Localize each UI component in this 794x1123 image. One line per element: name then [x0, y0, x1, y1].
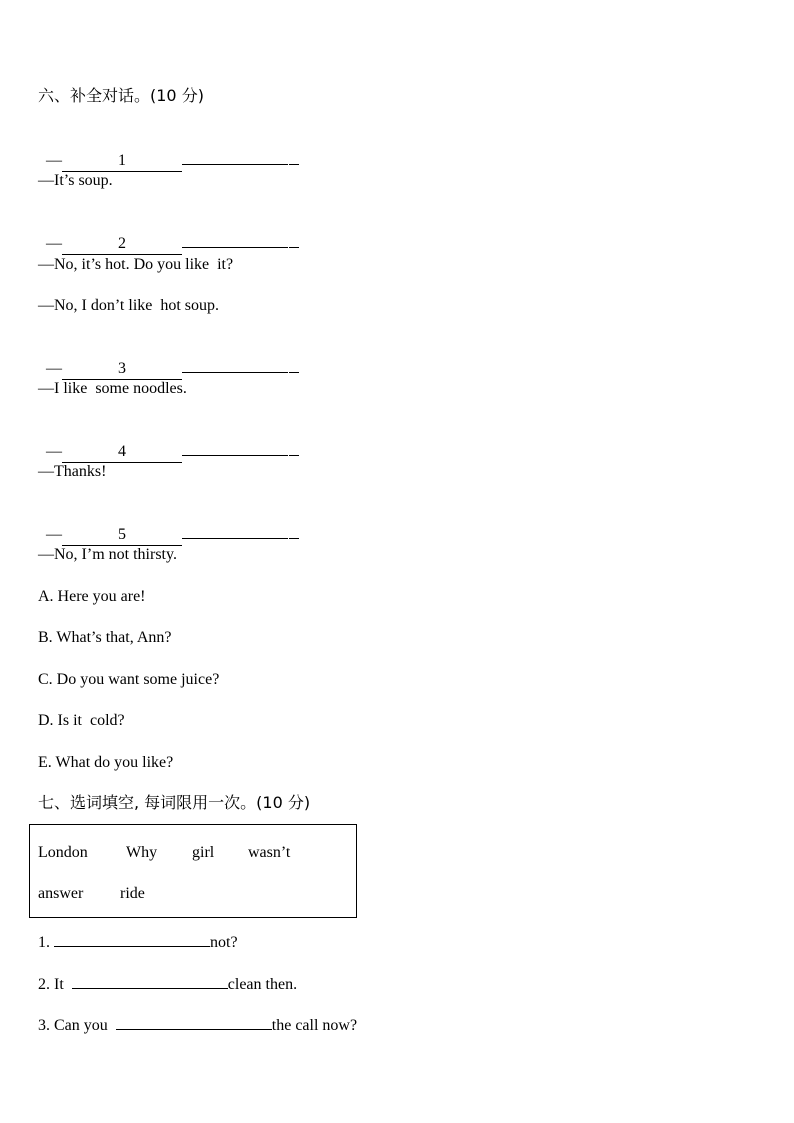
blank-line	[182, 358, 288, 373]
dialogue-line-9	[38, 462, 106, 482]
dialogue-dash: —	[38, 463, 54, 480]
blank-number-3[interactable]: 3	[62, 359, 182, 380]
dialogue-text: No, I don’t like hot soup.	[54, 297, 220, 314]
dialogue-text: Thanks!	[54, 463, 107, 480]
dialogue-line-3	[38, 213, 299, 255]
question-3-suffix: the call now?	[271, 1017, 358, 1034]
dialogue-line-10	[38, 504, 299, 546]
answer-blank-1[interactable]	[54, 932, 210, 947]
option-a: A. Here you are!	[38, 588, 146, 605]
option-b: B. What’s that, Ann?	[38, 629, 172, 646]
blank-number-1[interactable]: 1	[62, 151, 182, 172]
dialogue-dash: —	[38, 380, 54, 397]
blank-tail	[289, 164, 299, 165]
question-2-prefix: 2. It	[38, 976, 72, 993]
word-girl: girl	[192, 844, 215, 861]
dialogue-line-8	[38, 421, 299, 463]
blank-line	[182, 441, 288, 456]
dialogue-line-6	[38, 338, 299, 380]
option-d: D. Is it cold?	[38, 712, 125, 729]
question-2	[38, 974, 297, 995]
question-1-suffix: not?	[210, 934, 238, 951]
dialogue-dash: —	[46, 526, 62, 543]
word-answer: answer	[38, 885, 84, 902]
word-ride: ride	[120, 885, 145, 902]
dialogue-line-2	[38, 171, 113, 191]
dialogue-text: No, it’s hot. Do you like it?	[54, 256, 234, 273]
word-why: Why	[126, 844, 158, 861]
dialogue-dash: —	[46, 443, 62, 460]
dialogue-dash: —	[38, 256, 54, 273]
option-c: C. Do you want some juice?	[38, 671, 220, 688]
blank-tail	[289, 372, 299, 373]
blank-number-2[interactable]: 2	[62, 234, 182, 255]
dialogue-dash: —	[46, 235, 62, 252]
dialogue-dash: —	[38, 297, 54, 314]
dialogue-line-7	[38, 379, 187, 399]
dialogue-dash: —	[38, 172, 54, 189]
blank-tail	[289, 455, 299, 456]
question-3	[38, 1015, 357, 1036]
word-bank-box	[29, 824, 357, 918]
question-3-prefix: 3. Can you	[38, 1017, 116, 1034]
blank-line	[182, 233, 288, 248]
blank-line	[182, 524, 288, 539]
dialogue-line-5	[38, 296, 219, 316]
question-1	[38, 932, 238, 953]
option-e: E. What do you like?	[38, 754, 174, 771]
dialogue-text: No, I’m not thirsty.	[54, 546, 177, 563]
blank-tail	[289, 538, 299, 539]
blank-number-4[interactable]: 4	[62, 442, 182, 463]
section-7-title: 七、选词填空, 每词限用一次。(10 分)	[38, 793, 311, 812]
word-wasnt: wasn’t	[248, 844, 291, 861]
dialogue-dash: —	[46, 360, 62, 377]
blank-number-5[interactable]: 5	[62, 525, 182, 546]
question-2-suffix: clean then.	[227, 976, 298, 993]
dialogue-line-11	[38, 545, 177, 565]
dialogue-line-1	[38, 130, 299, 172]
dialogue-text: I like some noodles.	[54, 380, 187, 397]
answer-blank-2[interactable]	[72, 974, 228, 989]
word-london: London	[38, 844, 88, 861]
dialogue-text: It’s soup.	[54, 172, 113, 189]
blank-line	[182, 150, 288, 165]
blank-tail	[289, 247, 299, 248]
dialogue-dash: —	[38, 546, 54, 563]
section-6-title: 六、补全对话。(10 分)	[38, 86, 204, 105]
dialogue-line-4	[38, 255, 233, 275]
dialogue-dash: —	[46, 152, 62, 169]
answer-blank-3[interactable]	[116, 1015, 272, 1030]
question-1-prefix: 1.	[38, 934, 54, 951]
